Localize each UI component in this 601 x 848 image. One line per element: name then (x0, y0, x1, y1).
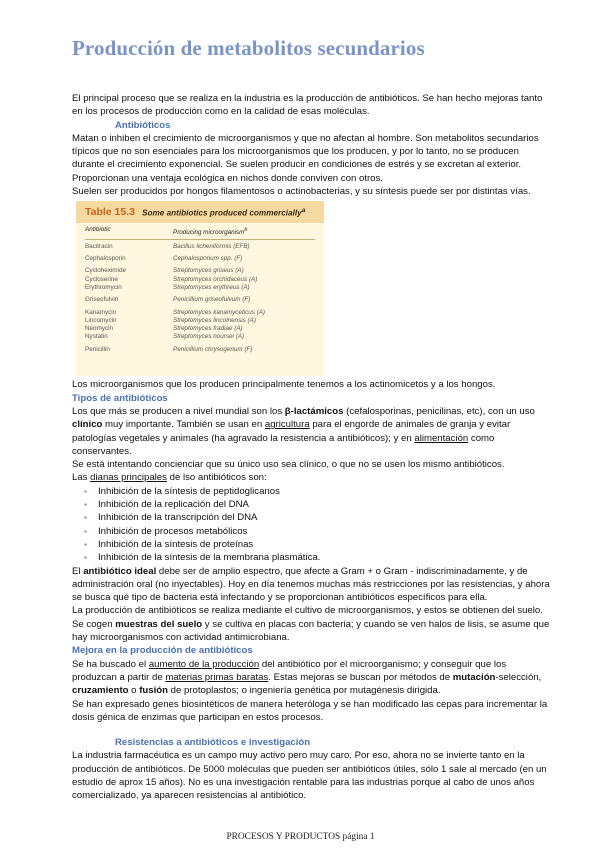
page-footer: PROCESOS Y PRODUCTOS página 1 (226, 832, 375, 842)
table-row (85, 333, 315, 341)
table-cell-microorganism: Bacillus licheniformis (EFB) (173, 242, 250, 250)
table-row (85, 276, 315, 284)
table-cell-antibiotic: Kanamycin (85, 308, 117, 316)
table-cell-microorganism: Penicillium griseofulvum (F) (173, 296, 251, 304)
section-heading-resistencias: Resistencias a antibióticos e investigación (115, 737, 311, 749)
list-item: ▪ Inhibición de la replicación del DNA (84, 498, 550, 511)
table-cell-antibiotic: Cycloserine (85, 275, 118, 283)
table-cell-antibiotic: Neomycin (85, 325, 113, 333)
table-cell-antibiotic: Cephalosporin (85, 255, 126, 263)
section-heading-antibioticos: Antibióticos (115, 119, 171, 131)
table-cell-microorganism: Cephalosporium spp. (F) (173, 255, 243, 263)
antibioticos-paragraph-2: Suelen ser producidos por hongos filamentosos o actinobacterias, y su síntesis puede ser por distintas vías. (72, 186, 531, 198)
list-item: ▪ Inhibición de la síntesis de proteínas (84, 538, 550, 551)
tipos-paragraph-5: La producción de antibióticos se realiza mediante el cultivo de microorganismos, y estos se obtienen del suelo. (72, 605, 543, 617)
tipos-paragraph-3: Las dianas principales de lso antibióticos son: (72, 472, 267, 484)
list-item: ▪ Inhibición de la síntesis de peptidoglicanos (84, 485, 550, 498)
table-row (85, 267, 315, 275)
section-heading-tipos: Tipos de antibióticos (72, 392, 168, 404)
table-cell-antibiotic: Griseofulvin (85, 296, 119, 304)
table-caption: Some antibiotics produced commercially$^a$ (142, 207, 306, 219)
list-item: ▪ Inhibición de la transcripción del DNA (84, 511, 550, 524)
table-row (85, 296, 315, 304)
table-cell-antibiotic: Lincomycin (85, 316, 117, 324)
table-cell-microorganism: Streptomyces orchidaceus (A) (173, 275, 258, 283)
tipos-paragraph-6: Se cogen muestras del suelo y se cultiva en placas con bacteria; y cuando se ven halos de lisis, se asume que hay microorganismos con actividad antimicrobiana. (72, 618, 550, 644)
page-title: Producción de metabolitos secundarios (72, 36, 425, 60)
table-row (85, 309, 315, 317)
table-cell-antibiotic: Cycloheximide (85, 267, 126, 275)
table-body (76, 223, 324, 354)
tipos-paragraph-2: Se está intentando concienciar que su único uso sea clínico, o que no se usen los mismo antibióticos. (72, 459, 505, 471)
table-cell-microorganism: Streptomyces kanamyceticus (A) (173, 308, 266, 316)
table-cell-microorganism: Streptomyces fradiae (A) (173, 325, 243, 333)
list-item: ▪ Inhibición de procesos metabólicos (84, 525, 550, 538)
table-cell-microorganism: Streptomyces noursei (A) (173, 333, 245, 341)
resistencias-paragraph: La industria farmacéutica es un campo muy activo pero muy caro. Por eso, ahora no se invierte tanto en la producción de antibióticos. De 5000 moléculas que pueden ser antibióticos útiles, sólo 1 sale al mercado (en un estudio de aprox 15 años). No es una investigación rentable para las industrias porque al cabo de unos años comercializado, ya aparecen resistencias al antibiótico. (72, 750, 547, 802)
table-cell-microorganism: Penicillium chrysogenum (F) (173, 345, 253, 353)
antibiotics-table-figure (76, 201, 324, 376)
column-header-microorganism: Producing microorganism$^b$ (173, 227, 248, 237)
table-cell-microorganism: Streptomyces erythreus (A) (173, 283, 250, 291)
table-label: Table 15.3 (85, 205, 135, 218)
after-table-paragraph: Los microorganismos que los producen principalmente tenemos a los actinomicetos y a los hongos. (72, 379, 496, 391)
mejora-paragraph-2: Se han expresado genes biosintéticos de manera heteróloga y se han modificado las cepas para incrementar la dosis génica de enzimas que participan en estos procesos. (72, 698, 548, 723)
table-cell-microorganism: Streptomyces lincolnensis (A) (173, 316, 256, 324)
mejora-paragraph-1: Se ha buscado el aumento de la producción del antibiótico por el microorganismo; y conseguir que los produzcan a partir de materias primas baratas. Estas mejoras se buscan por métodos de mutación-selección, cruzamiento o fusión de protoplastos; o ingeniería genética por mutagénesis dirigida. (72, 658, 542, 697)
column-header-antibiotic: Antibiotic (85, 226, 111, 234)
table-cell-antibiotic: Penicillin (85, 345, 110, 353)
document-body (72, 92, 550, 803)
tipos-paragraph-1: Los que más se producen a nivel mundial son los β-lactámicos (cefalosporinas, penicilinas, etc), con un uso clínico muy importante. También se usan en agricultura para el engorde de animales de granja y evitar patologías vegetales y animales (ha agravado la resistencia a antibióticos); y en alimentación como conservantes. (72, 405, 535, 457)
targets-list (72, 485, 550, 565)
table-cell-antibiotic: Nystatin (85, 333, 108, 341)
table-column-headers (85, 226, 315, 239)
section-heading-mejora: Mejora en la producción de antibióticos (72, 645, 253, 657)
table-header-bar (76, 201, 324, 223)
table-cell-microorganism: Streptomyces griseus (A) (173, 267, 244, 275)
antibioticos-paragraph: Matan o inhiben el crecimiento de microorganismos y que no afectan al hombre. Son metabolitos secundarios típicos que no son esenciales para los microorganismos que los producen, y por lo tanto, no se producen durante el crecimiento exponencial. Se suelen producir en condiciones de estrés y se excretan al exterior. Proporcionan una ventaja ecológica en nichos donde conviven con otros. (72, 132, 539, 184)
table-cell-antibiotic: Bacitracin (85, 242, 113, 250)
list-item: ▪ Inhibición de la síntesis de la membrana plasmática. (84, 551, 550, 564)
intro-paragraph: El principal proceso que se realiza en la industria es la producción de antibióticos. Se han hecho mejoras tanto en los procesos de producción como en la calidad de esas moléculas. (72, 93, 543, 118)
table-row (85, 325, 315, 333)
table-row (85, 255, 315, 263)
table-row (85, 317, 315, 325)
table-row (85, 243, 315, 251)
table-cell-antibiotic: Erythromycin (85, 283, 122, 291)
table-row (85, 284, 315, 292)
tipos-paragraph-4: El antibiótico ideal debe ser de amplio espectro, que afecte a Gram + o Gram - indiscriminadamente, y de administración oral (no inyectables). Hoy en día tenemos muchas más restricciones por las resistencias, y ahora se busca qué tipo de bacteria está infectando y se proporcionan antibióticos específicos para ella. (72, 565, 550, 604)
table-row (85, 346, 315, 354)
